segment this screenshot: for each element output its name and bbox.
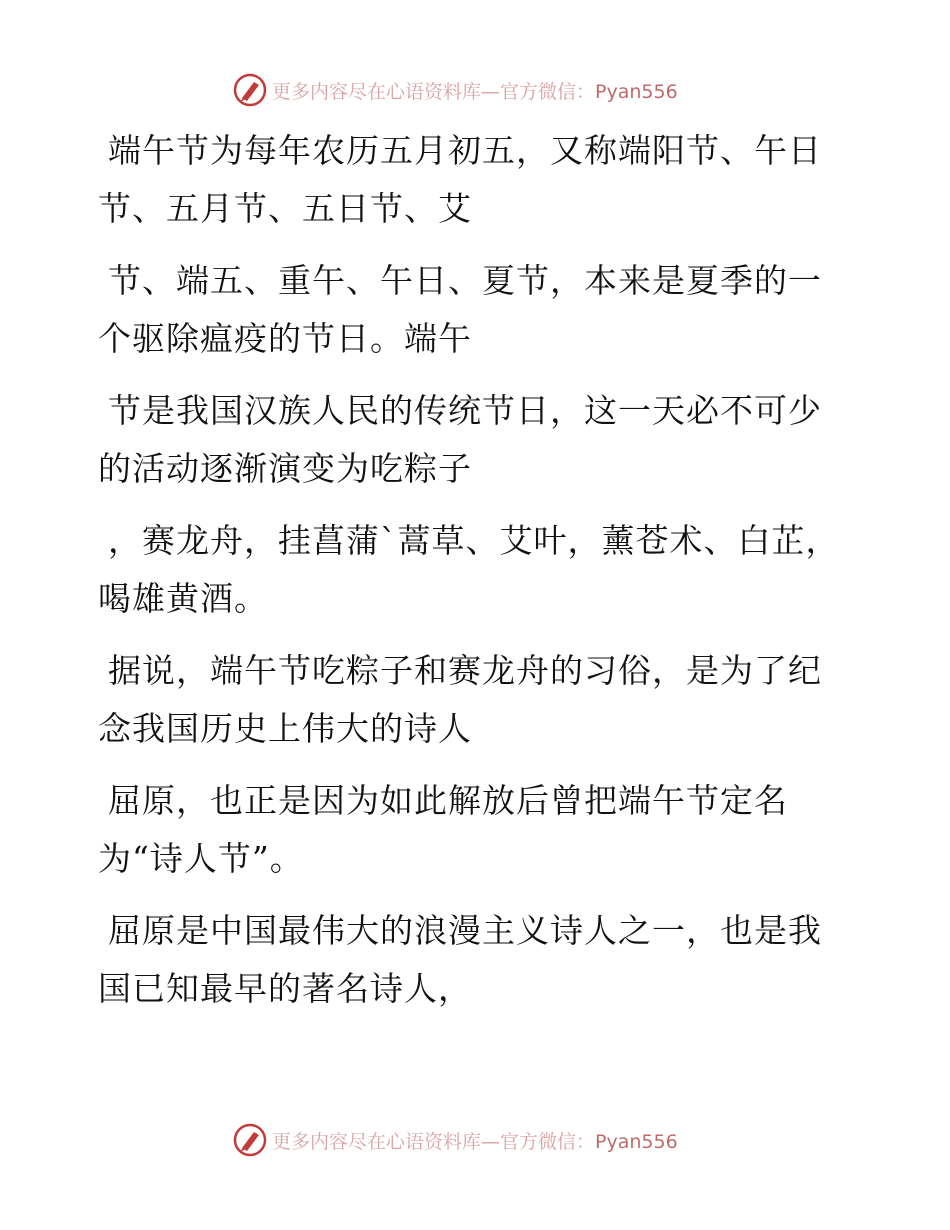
- paragraph-6: [98, 772, 838, 888]
- paragraph-line: 个驱除瘟疫的节日。端午: [98, 319, 472, 358]
- footer-banner-text: [272, 1127, 678, 1154]
- paragraph-line: 屈原是中国最伟大的浪漫主义诗人之一，也是我: [108, 911, 822, 950]
- paragraph-line: 喝雄黄酒。: [98, 579, 268, 618]
- paragraph-line: 节、五月节、五日节、艾: [98, 189, 472, 228]
- footer-banner-label: 更多内容尽在心语资料库—官方微信：: [272, 1130, 596, 1153]
- paragraph-line: 念我国历史上伟大的诗人: [98, 709, 472, 748]
- paragraph-line: 据说，端午节吃粽子和赛龙舟的习俗，是为了纪: [108, 651, 822, 690]
- header-banner-label: 更多内容尽在心语资料库—官方微信：: [272, 80, 596, 103]
- footer-banner-handle: Pyan556: [595, 1130, 678, 1153]
- paragraph-line: ，赛龙舟，挂菖蒲ˋ蒿草、艾叶，薰苍术、白芷，: [108, 521, 840, 560]
- paragraph-1: [98, 122, 838, 238]
- paragraph-5: [98, 642, 838, 758]
- document-body: [98, 122, 838, 1032]
- paragraph-line: 国已知最早的著名诗人，: [98, 969, 472, 1008]
- pen-nib-logo-icon: [232, 1122, 268, 1158]
- paragraph-line: 的活动逐渐演变为吃粽子: [98, 449, 472, 488]
- paragraph-4: [98, 512, 838, 628]
- paragraph-line: 节是我国汉族人民的传统节日，这一天必不可少: [108, 391, 822, 430]
- paragraph-3: [98, 382, 838, 498]
- paragraph-line: 屈原，也正是因为如此解放后曾把端午节定名: [108, 781, 788, 820]
- paragraph-line: 端午节为每年农历五月初五，又称端阳节、午日: [108, 131, 822, 170]
- paragraph-7: [98, 902, 838, 1018]
- header-banner: [232, 70, 712, 110]
- header-banner-handle: Pyan556: [595, 80, 678, 103]
- paragraph-line: 为“诗人节”。: [98, 839, 304, 878]
- pen-nib-logo-icon: [232, 72, 268, 108]
- paragraph-2: [98, 252, 838, 368]
- footer-banner: [232, 1120, 712, 1160]
- paragraph-line: 节、端五、重午、午日、夏节，本来是夏季的一: [108, 261, 822, 300]
- header-banner-text: [272, 77, 678, 104]
